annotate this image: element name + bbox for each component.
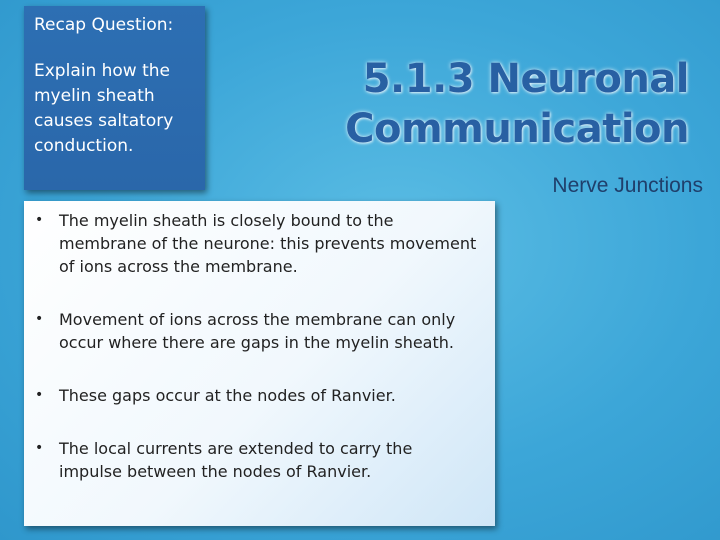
recap-question-box — [24, 6, 205, 190]
bullet-text: Movement of ions across the membrane can only occur where there are gaps in the myelin sheath. — [59, 310, 456, 352]
bullet-item — [32, 209, 477, 278]
content-box — [24, 201, 495, 526]
bullet-list — [32, 209, 477, 483]
bullet-item — [32, 437, 477, 483]
bullet-item — [32, 384, 477, 407]
bullet-text: The myelin sheath is closely bound to the membrane of the neurone: this prevents movement of ions across the membrane. — [59, 211, 477, 276]
bullet-icon: • — [35, 387, 44, 403]
bullet-icon: • — [35, 311, 44, 327]
bullet-item — [32, 308, 477, 354]
slide-subtitle: Nerve Junctions — [552, 174, 703, 197]
bullet-icon: • — [35, 440, 44, 456]
bullet-icon: • — [35, 212, 44, 228]
bullet-text: The local currents are extended to carry the impulse between the nodes of Ranvier. — [59, 439, 413, 481]
bullet-text: These gaps occur at the nodes of Ranvier. — [59, 386, 396, 405]
recap-question-text: Explain how the myelin sheath causes saltatory conduction. — [34, 61, 174, 156]
recap-title: Recap Question: — [34, 15, 174, 35]
slide-title: 5.1.3 Neuronal Communication — [345, 56, 689, 152]
